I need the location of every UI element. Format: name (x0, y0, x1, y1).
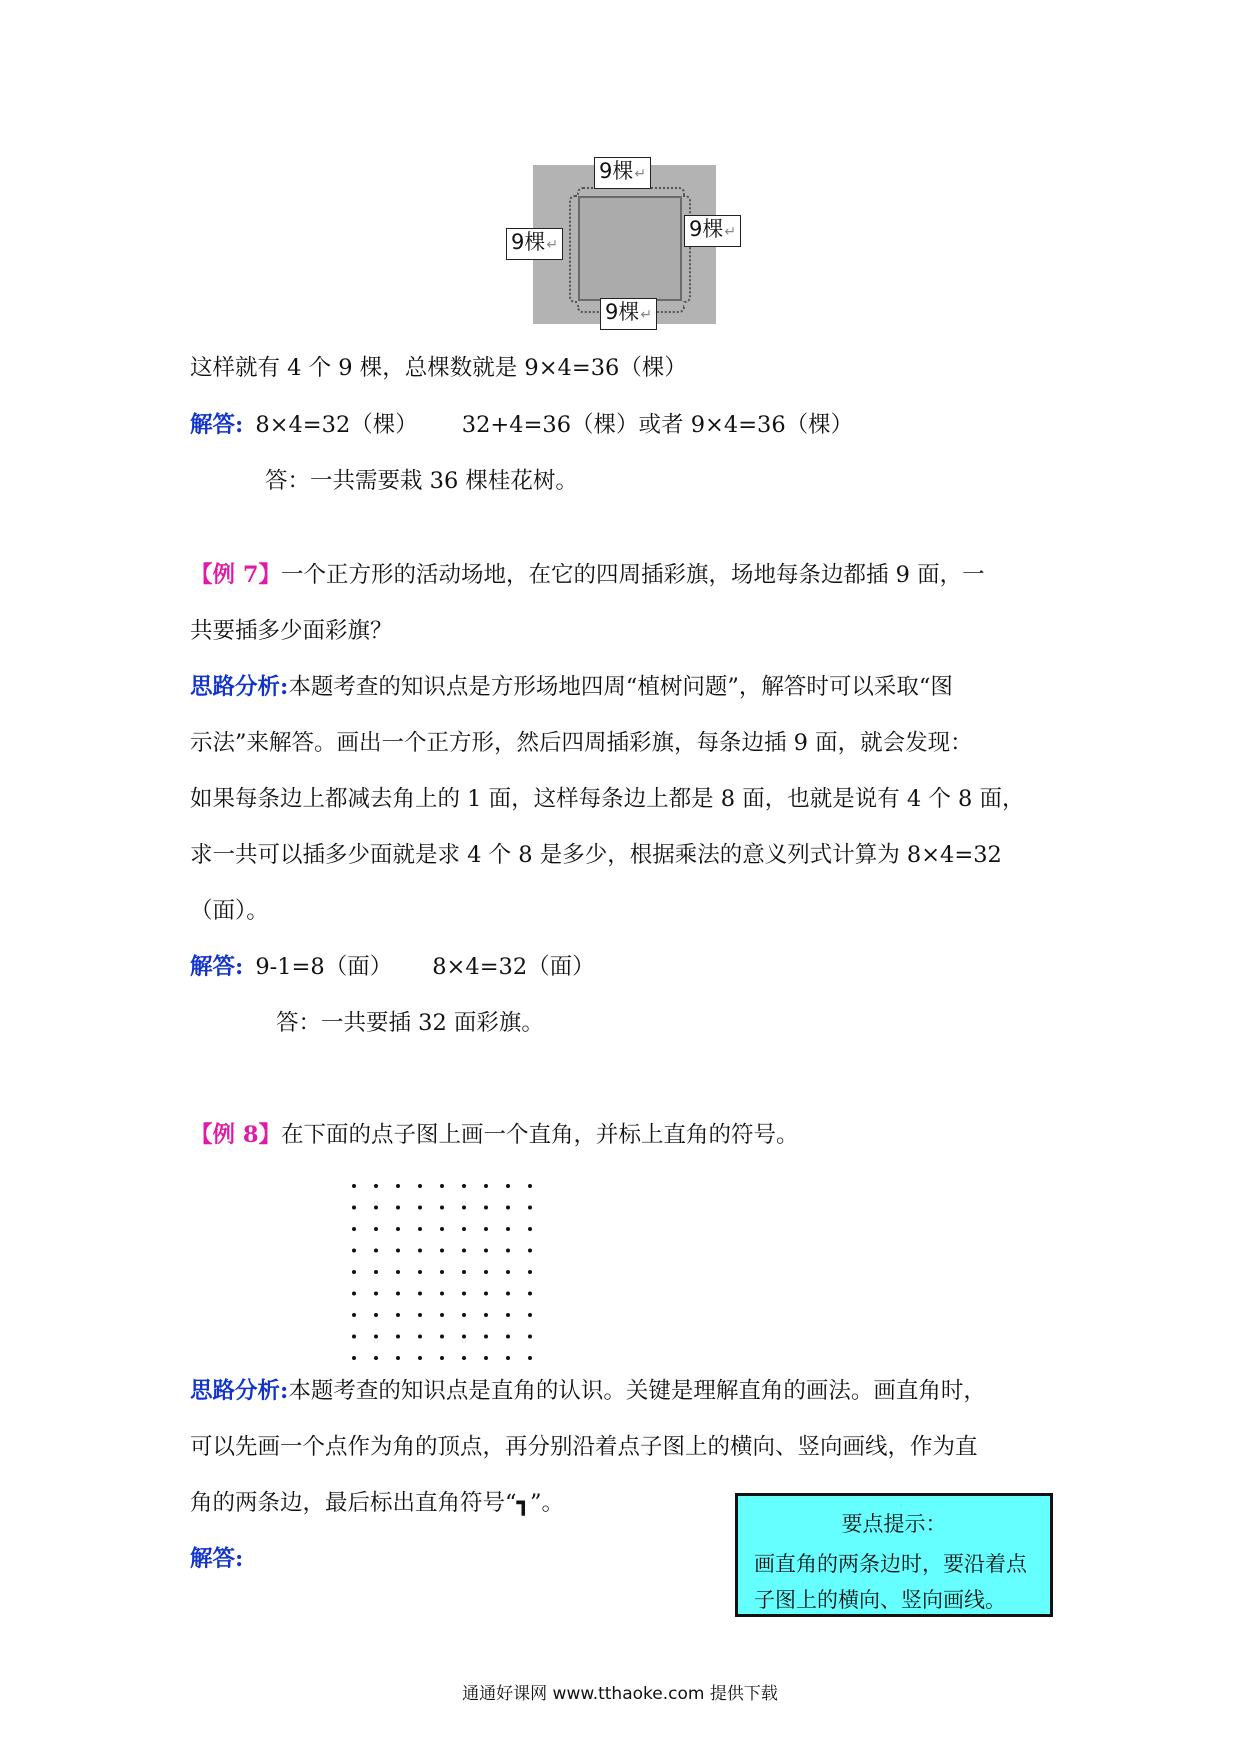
grid-dot (462, 1356, 466, 1360)
grid-dot (352, 1249, 356, 1253)
grid-dot (506, 1184, 510, 1188)
square-outline (578, 196, 682, 301)
right-tree-label-text: 9棵 (689, 217, 724, 241)
grid-dot (440, 1206, 444, 1210)
grid-dot (418, 1249, 422, 1253)
grid-dot (352, 1206, 356, 1210)
grid-dot (462, 1227, 466, 1231)
grid-dot (440, 1249, 444, 1253)
grid-dot (374, 1335, 378, 1339)
footer-download-note: 通通好课网 www.tthaoke.com 提供下载 (462, 1684, 778, 1704)
return-mark-icon: ↵ (724, 224, 737, 240)
grid-dot (396, 1292, 400, 1296)
grid-dot (352, 1335, 356, 1339)
grid-dot (418, 1270, 422, 1274)
ex8-tag: 【例 8】 (190, 1122, 281, 1148)
ex7-analysis-1: 本题考查的知识点是方形场地四周“植树问题”，解答时可以采取“图 (288, 674, 953, 700)
ex8-answer-line (190, 1544, 243, 1574)
grid-dot (352, 1227, 356, 1231)
grid-dot (506, 1292, 510, 1296)
grid-dot (506, 1227, 510, 1231)
return-mark-icon: ↵ (634, 166, 647, 182)
grid-dot (506, 1313, 510, 1317)
grid-dot (462, 1313, 466, 1317)
grid-dot (374, 1249, 378, 1253)
grid-dot (462, 1335, 466, 1339)
left-tree-label (506, 228, 563, 260)
grid-dot (418, 1292, 422, 1296)
ex7-answer-label: 解答: (190, 954, 244, 980)
ex8-analysis-line-1 (190, 1376, 986, 1406)
grid-dot (462, 1270, 466, 1274)
ex6-answer-label: 解答: (190, 412, 244, 438)
grid-dot (484, 1227, 488, 1231)
grid-dot (374, 1270, 378, 1274)
grid-dot (528, 1184, 532, 1188)
grid-dot (484, 1292, 488, 1296)
grid-dot (374, 1227, 378, 1231)
grid-dot (352, 1292, 356, 1296)
ex8-answer-label: 解答: (190, 1546, 244, 1572)
grid-dot (528, 1292, 532, 1296)
grid-dot (462, 1206, 466, 1210)
grid-dot (374, 1313, 378, 1317)
top-tree-label-text: 9棵 (599, 159, 634, 183)
grid-dot (418, 1206, 422, 1210)
grid-dot (418, 1227, 422, 1231)
grid-dot (396, 1249, 400, 1253)
top-tree-label (594, 157, 651, 189)
grid-dot (528, 1270, 532, 1274)
grid-dot (418, 1313, 422, 1317)
grid-dot (484, 1356, 488, 1360)
grid-dot (484, 1335, 488, 1339)
grid-dot (396, 1206, 400, 1210)
grid-dot (396, 1227, 400, 1231)
grid-dot (484, 1184, 488, 1188)
ex7-tag: 【例 7】 (190, 562, 281, 588)
ex8-analysis-1: 本题考查的知识点是直角的认识。关键是理解直角的画法。画直角时， (288, 1378, 986, 1404)
grid-dot (484, 1206, 488, 1210)
grid-dot (396, 1270, 400, 1274)
grid-dot (352, 1184, 356, 1188)
grid-dot (528, 1249, 532, 1253)
grid-dot (352, 1313, 356, 1317)
ex7-analysis-line-2: 示法”来解答。画出一个正方形，然后四周插彩旗，每条边插 9 面，就会发现： (190, 730, 973, 756)
grid-dot (528, 1356, 532, 1360)
ex7-answer-text: 答：一共要插 32 面彩旗。 (276, 1010, 544, 1036)
ex8-question: 在下面的点子图上画一个直角，并标上直角的符号。 (281, 1122, 799, 1148)
ex7-analysis-line-3: 如果每条边上都减去角上的 1 面，这样每条边上都是 8 面，也就是说有 4 个 8 面， (190, 786, 1025, 812)
return-mark-icon: ↵ (546, 237, 559, 253)
ex7-answer-line (190, 952, 595, 982)
grid-dot (374, 1292, 378, 1296)
grid-dot (352, 1356, 356, 1360)
grid-dot (396, 1313, 400, 1317)
bottom-tree-label-text: 9棵 (605, 300, 640, 324)
grid-dot (440, 1292, 444, 1296)
grid-dot (396, 1184, 400, 1188)
ex7-question-line-2: 共要插多少面彩旗？ (190, 618, 393, 644)
grid-dot (528, 1335, 532, 1339)
grid-dot (462, 1184, 466, 1188)
tip-line-2: 子图上的横向、竖向画线。 (754, 1588, 1006, 1612)
grid-dot (374, 1206, 378, 1210)
tip-line-1: 画直角的两条边时，要沿着点 (754, 1552, 1027, 1576)
ex7-analysis-line-4: 求一共可以插多少面就是求 4 个 8 是多少，根据乘法的意义列式计算为 8×4=32 (190, 842, 1002, 868)
grid-dot (484, 1313, 488, 1317)
grid-dot (462, 1249, 466, 1253)
bottom-tree-label (600, 298, 657, 330)
grid-dot (418, 1184, 422, 1188)
grid-dot (418, 1356, 422, 1360)
grid-dot (396, 1356, 400, 1360)
ex7-analysis-line-1 (190, 672, 953, 702)
right-tree-label (684, 215, 741, 247)
grid-dot (440, 1335, 444, 1339)
ex7-answer-calc-1: 9-1=8（面） (255, 954, 393, 980)
grid-dot (440, 1227, 444, 1231)
grid-dot (440, 1184, 444, 1188)
return-mark-icon: ↵ (640, 307, 653, 323)
ex7-question-1: 一个正方形的活动场地，在它的四周插彩旗，场地每条边都插 9 面，一 (281, 562, 985, 588)
left-tree-label-text: 9棵 (511, 230, 546, 254)
ex7-question-line-1 (190, 560, 985, 590)
grid-dot (462, 1292, 466, 1296)
grid-dot (528, 1313, 532, 1317)
grid-dot (528, 1206, 532, 1210)
grid-dot (506, 1335, 510, 1339)
dot-grid (348, 1180, 548, 1360)
grid-dot (440, 1270, 444, 1274)
ex6-answer-text: 答：一共需要栽 36 棵桂花树。 (265, 468, 578, 494)
grid-dot (484, 1270, 488, 1274)
grid-dot (374, 1356, 378, 1360)
grid-dot (396, 1335, 400, 1339)
ex6-answer-calc-1: 8×4=32（棵） (255, 412, 418, 438)
grid-dot (506, 1270, 510, 1274)
ex6-answer-calc-2: 32+4=36（棵）或者 9×4=36（棵） (461, 412, 854, 438)
ex8-analysis-label: 思路分析: (190, 1378, 289, 1404)
grid-dot (506, 1206, 510, 1210)
grid-dot (374, 1184, 378, 1188)
grid-dot (352, 1270, 356, 1274)
right-brace (683, 195, 691, 303)
ex7-analysis-line-5: （面）。 (190, 898, 269, 924)
grid-dot (528, 1227, 532, 1231)
tip-box (735, 1493, 1053, 1617)
ex8-analysis-line-3: 角的两条边，最后标出直角符号“┓”。 (190, 1490, 565, 1516)
grid-dot (418, 1335, 422, 1339)
tip-title: 要点提示： (841, 1512, 947, 1536)
ex8-analysis-line-2: 可以先画一个点作为角的顶点，再分别沿着点子图上的横向、竖向画线，作为直 (190, 1434, 978, 1460)
ex8-question-line (190, 1120, 799, 1150)
grid-dot (506, 1249, 510, 1253)
left-brace (569, 195, 577, 303)
tip-body (754, 1546, 1040, 1618)
grid-dot (440, 1313, 444, 1317)
grid-dot (484, 1249, 488, 1253)
ex7-analysis-label: 思路分析: (190, 674, 289, 700)
ex6-answer-line (190, 410, 853, 440)
grid-dot (440, 1356, 444, 1360)
grid-dot (506, 1356, 510, 1360)
ex6-explain: 这样就有 4 个 9 棵，总棵数就是 9×4=36（棵） (190, 355, 687, 381)
ex7-answer-calc-2: 8×4=32（面） (432, 954, 595, 980)
